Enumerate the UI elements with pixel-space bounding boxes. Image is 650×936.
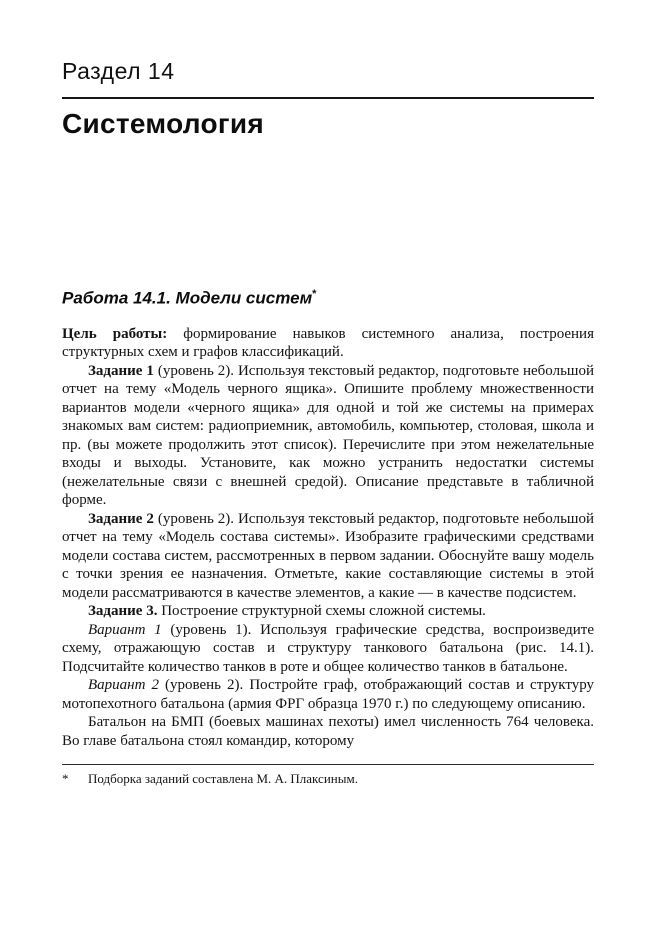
paragraph-task-1 bbox=[62, 362, 594, 510]
paragraph-variant-1 bbox=[62, 621, 594, 677]
paragraph-goal bbox=[62, 325, 594, 362]
paragraph-body: Батальон на БМП (боевых машинах пехоты) имел численность 764 человека. Во главе батальона стоял командир, которому bbox=[62, 714, 594, 749]
paragraph-variant-2 bbox=[62, 676, 594, 713]
paragraph-task-2 bbox=[62, 510, 594, 603]
footnote bbox=[62, 764, 594, 787]
paragraph-body: (уровень 2). Используя текстовый редактор, подготовьте небольшой отчет на тему «Модель черного ящика». Опишите проблему множественности вариантов модели «черного ящика» для одной и той же системы на примерах знакомых вам систем: радиоприемник, автомобиль, компьютер, столовая, школа и пр. (вы можете продолжить этот список). Перечислите при этом нежелательные входы и выходы. Установите, как можно устранить недостатки системы (нежелательные связи с внешней средой). Описание представьте в табличной форме. bbox=[62, 362, 594, 509]
section-title: Системология bbox=[62, 108, 265, 139]
paragraph-description bbox=[62, 713, 594, 750]
paragraph-lead: Задание 2 bbox=[88, 510, 154, 527]
paragraph-body: (уровень 1). Используя графические средства, воспроизведите схему, отражающую состав и структуру танкового батальона (рис. 14.1). Подсчитайте количество танков в роте и общее количество танков в батальоне. bbox=[62, 621, 594, 675]
section-divider bbox=[62, 97, 594, 99]
paragraph-lead: Задание 1 bbox=[88, 362, 154, 379]
paragraph-body: (уровень 2). Постройте граф, отображающий состав и структуру мотопехотного батальона (армия ФРГ образца 1970 г.) по следующему описанию. bbox=[62, 677, 594, 712]
body-text bbox=[62, 325, 594, 751]
paragraph-lead: Цель работы: bbox=[62, 325, 168, 342]
paragraph-body: формирование навыков системного анализа, построения структурных схем и графов классификаций. bbox=[62, 325, 594, 361]
footnote-marker: * bbox=[62, 771, 69, 787]
footnote-divider bbox=[62, 764, 594, 765]
paragraph-body: Построение структурной схемы сложной системы. bbox=[157, 603, 486, 620]
paragraph-task-3 bbox=[62, 602, 594, 621]
work-title-text: Работа 14.1. Модели систем bbox=[62, 288, 313, 308]
section-label: Раздел 14 bbox=[62, 58, 175, 84]
footnote-text bbox=[62, 771, 594, 787]
work-title bbox=[62, 288, 594, 309]
page-content bbox=[62, 0, 594, 787]
paragraph-lead: Вариант 1 bbox=[88, 621, 162, 638]
footnote-body: Подборка заданий составлена М. А. Плаксиным. bbox=[88, 771, 358, 787]
paragraph-lead: Вариант 2 bbox=[88, 677, 159, 694]
work-title-footnote-marker: * bbox=[312, 288, 317, 300]
paragraph-lead: Задание 3. bbox=[88, 603, 158, 620]
paragraph-body: (уровень 2). Используя текстовый редактор, подготовьте небольшой отчет на тему «Модель состава системы». Изобразите графическими средствами модели состава систем, рассмотренных в первом задании. Обоснуйте вашу модель с точки зрения ее назначения. Отметьте, какие составляющие системы в этой модели рассматриваются в качестве элементов, а какие — в качестве подсистем. bbox=[62, 510, 594, 601]
